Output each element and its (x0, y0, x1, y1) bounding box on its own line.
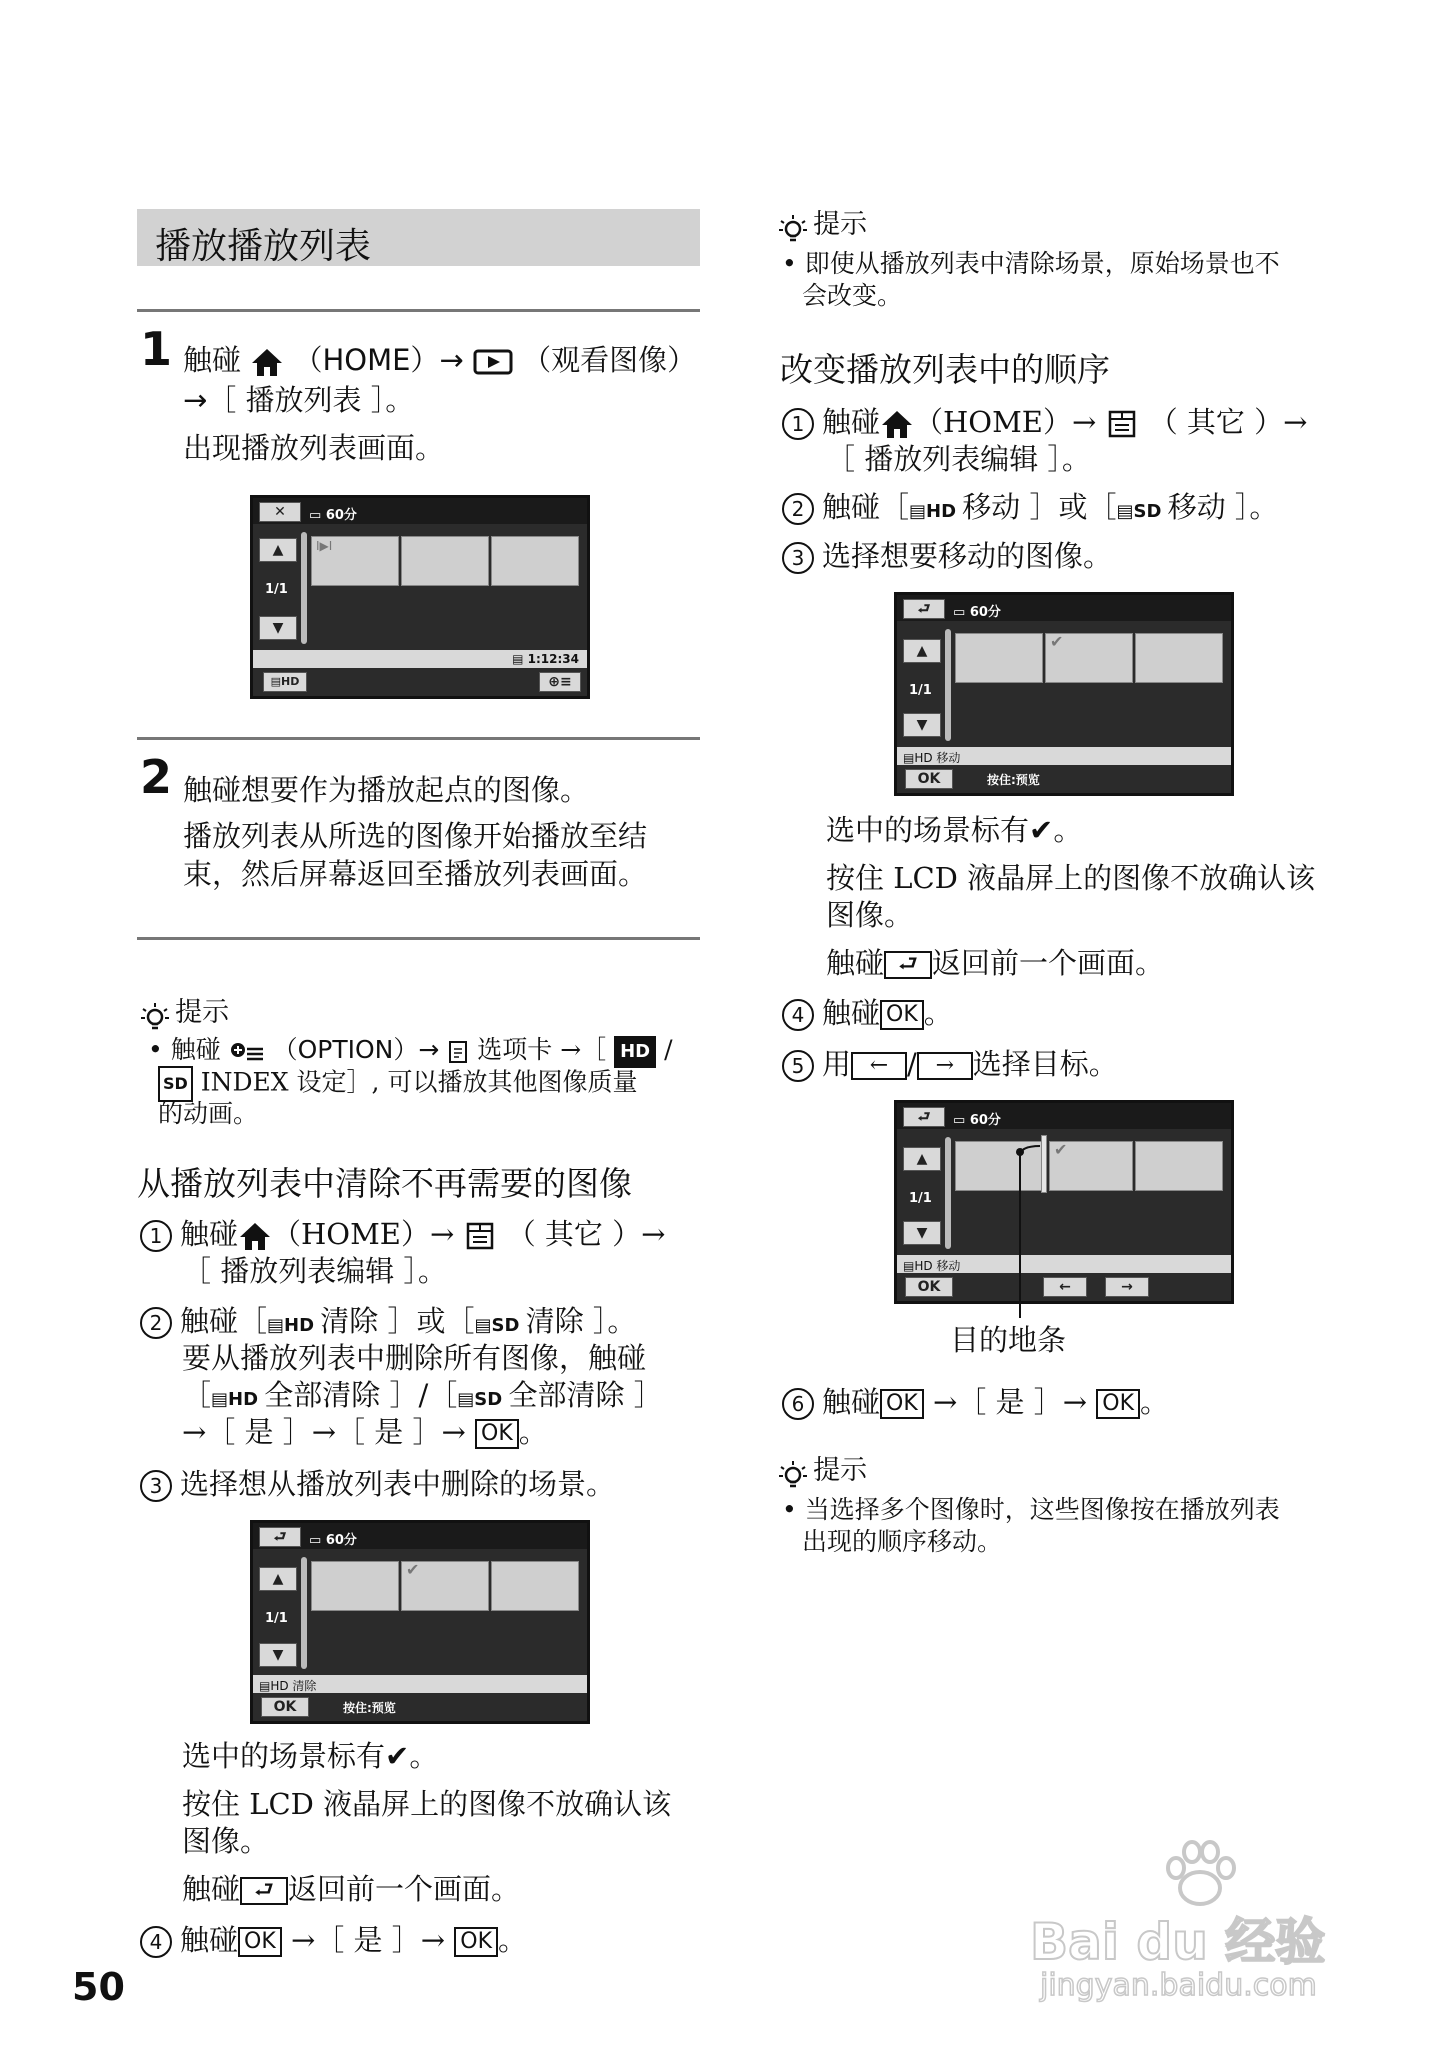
sd-playlist-icon: ▤SD (457, 1389, 509, 1410)
clear-after2: 按住 LCD 液晶屏上的图像不放确认该 (182, 1787, 672, 1821)
clear-section-title: 从播放列表中清除不再需要的图像 (137, 1164, 632, 1203)
clear-step2-line4: →［ 是 ］→［ 是 ］→ OK 。 (182, 1415, 548, 1449)
option-icon (229, 1041, 265, 1063)
thumbnail-3[interactable] (491, 1561, 579, 1611)
destination-bar[interactable] (1041, 1135, 1047, 1193)
step1-description: 出现播放列表画面。 (183, 431, 445, 465)
order-step1: 1 触碰 （HOME）→ （ 其它 ）→ (782, 404, 1307, 441)
lightbulb-icon (778, 1460, 808, 1490)
ok-button-ref: OK (880, 1000, 924, 1030)
scrollbar[interactable] (301, 532, 307, 644)
circled-number: 5 (782, 1050, 814, 1082)
thumbnail-3[interactable] (491, 536, 579, 586)
thumbnail-1[interactable] (311, 536, 399, 586)
scrollbar[interactable] (945, 1137, 951, 1249)
tip1-line2: SD INDEX 设定］, 可以播放其他图像质量 (158, 1066, 637, 1102)
sd-playlist-icon: ▤SD (1116, 501, 1168, 522)
callout-line (1000, 1140, 1040, 1320)
clear-after1: 选中的场景标有✔。 (182, 1739, 439, 1773)
order-step3: 3 选择想要移动的图像。 (782, 538, 1112, 575)
preview-hint: 按住:预览 (987, 773, 1040, 787)
check-icon: ✔ (1050, 632, 1064, 651)
order-step4: 4 触碰 OK 。 (782, 995, 953, 1032)
step2-desc-line2: 束，然后屏幕返回至播放列表画面。 (183, 857, 648, 891)
hd-playlist-icon: ▤HD (211, 1389, 265, 1410)
ok-button[interactable]: OK (905, 1277, 953, 1297)
order-section-title: 改变播放列表中的顺序 (780, 350, 1110, 389)
thumbnail-3[interactable] (1135, 1141, 1223, 1191)
home-icon (250, 347, 284, 377)
tip3-header: 提示 (778, 1448, 867, 1490)
clear-step2-line3: ［▤HD 全部清除 ］/［▤SD 全部清除 ］ (182, 1378, 663, 1412)
scrollbar[interactable] (945, 629, 951, 741)
scroll-down-button[interactable]: ▼ (259, 616, 297, 640)
circled-number: 1 (782, 408, 814, 440)
battery-indicator: ▭ 60分 (309, 1533, 357, 1548)
step-number-1: 1 (140, 322, 173, 376)
watermark-brand: Bai du 经验 (1030, 1913, 1326, 1971)
right-arrow-button-ref: → (917, 1052, 973, 1080)
check-icon: ✔ (1029, 813, 1054, 847)
battery-indicator: ▭ 60分 (953, 1113, 1001, 1128)
hd-playlist-icon: ▤HD (909, 501, 963, 522)
return-button[interactable]: ⮐ (903, 599, 945, 619)
section-title-bar (137, 209, 700, 266)
scroll-up-button[interactable]: ▲ (259, 538, 297, 562)
clear-after4: 触碰 ⮐ 返回前一个画面。 (182, 1872, 521, 1906)
divider (137, 937, 700, 940)
clear-step2-line2: 要从播放列表中删除所有图像，触碰 (182, 1341, 647, 1375)
thumbnail-2[interactable] (1045, 633, 1133, 683)
clear-step4: 4 触碰 OK →［ 是 ］→ OK 。 (140, 1922, 527, 1959)
other-menu-icon (1105, 409, 1139, 439)
circled-number: 4 (140, 1926, 172, 1958)
divider (137, 309, 700, 312)
step1-line2: →［ 播放列表 ］。 (183, 383, 415, 417)
ok-button-ref: OK (454, 1927, 498, 1957)
tip3-line1: • 当选择多个图像时，这些图像按在播放列表 (782, 1495, 1280, 1524)
ok-button-ref: OK (238, 1927, 282, 1957)
status-bar (253, 650, 587, 668)
section-title: 播放播放列表 (155, 226, 372, 267)
tip1-line1: • 触碰 （OPTION）→ 选项卡 →［ HD / (148, 1034, 673, 1068)
tip1-line3: 的动画。 (158, 1099, 259, 1128)
circled-number: 1 (140, 1220, 172, 1252)
order-after4: 触碰 ⮐ 返回前一个画面。 (826, 946, 1165, 980)
return-button[interactable]: ⮐ (259, 1527, 301, 1547)
view-images-icon (473, 347, 513, 377)
page-indicator: 1/1 (265, 1611, 288, 1626)
lightbulb-icon (778, 214, 808, 244)
screen-top-bar (897, 595, 1231, 621)
mode-label: ▤HD 移动 (903, 1259, 961, 1273)
close-button[interactable]: ✕ (259, 502, 301, 522)
scrollbar[interactable] (301, 1557, 307, 1669)
divider (137, 737, 700, 740)
order-step1-cont: ［ 播放列表编辑 ］。 (826, 442, 1091, 476)
step2-desc-line1: 播放列表从所选的图像开始播放至结 (183, 819, 648, 853)
thumbnail-3[interactable] (1135, 633, 1223, 683)
clear-step2: 2 触碰［▤HD 清除 ］或［▤SD 清除 ］。 (140, 1303, 636, 1344)
clear-step3: 3 选择想从播放列表中删除的场景。 (140, 1466, 615, 1503)
right-arrow-button[interactable]: → (1105, 1277, 1149, 1297)
page-number: 50 (72, 1965, 125, 2009)
mode-bar (897, 1255, 1231, 1273)
order-step6: 6 触碰 OK →［ 是 ］→ OK 。 (782, 1384, 1169, 1421)
tip3-line2: 出现的顺序移动。 (802, 1527, 1003, 1556)
left-arrow-button-ref: ← (851, 1052, 907, 1080)
lightbulb-icon (140, 1002, 170, 1032)
mode-label: ▤HD 移动 (903, 751, 961, 765)
circled-number: 3 (782, 542, 814, 574)
clear-screen (250, 1520, 590, 1724)
screen-top-bar (253, 498, 587, 524)
ok-button-ref: OK (880, 1389, 924, 1419)
hd-playlist-button[interactable]: ▤HD (263, 672, 307, 692)
destination-bar-label: 目的地条 (950, 1323, 1067, 1357)
circled-number: 6 (782, 1388, 814, 1420)
playlist-screen (250, 495, 590, 699)
page-indicator: 1/1 (909, 683, 932, 698)
step2-heading: 触碰想要作为播放起点的图像。 (183, 773, 590, 807)
home-icon (880, 409, 914, 439)
order-step5: 5 用 ← / → 选择目标。 (782, 1046, 1118, 1083)
sd-playlist-icon: ▤SD (474, 1315, 526, 1336)
tip2-line2: 会改变。 (802, 281, 903, 310)
watermark-url: jingyan.baidu.com (1040, 1968, 1317, 2003)
check-icon: ✔ (1054, 1140, 1068, 1159)
clear-step1: 1 触碰 （HOME）→ （ 其它 ）→ (140, 1216, 665, 1253)
page-indicator: 1/1 (265, 582, 288, 597)
thumbnail-2[interactable] (401, 1561, 489, 1611)
tip2-header: 提示 (778, 202, 867, 244)
thumbnail-1[interactable] (311, 1561, 399, 1611)
sd-quality-icon: SD (158, 1066, 193, 1102)
order-after3: 图像。 (826, 898, 914, 932)
circled-number: 3 (140, 1470, 172, 1502)
option-button[interactable]: ⊕≡ (539, 672, 581, 692)
move-destination-screen (894, 1100, 1234, 1304)
move-select-screen (894, 592, 1234, 796)
circled-number: 2 (782, 493, 814, 525)
return-icon: ⮐ (240, 1877, 288, 1905)
order-step2: 2 触碰［▤HD 移动 ］或［▤SD 移动 ］。 (782, 489, 1278, 530)
thumbnail-2[interactable] (1049, 1141, 1133, 1191)
play-start-mark: I▶I (316, 539, 333, 553)
mode-label: ▤HD 清除 (259, 1679, 317, 1693)
paw-icon (1160, 1840, 1240, 1910)
battery-indicator: ▭ 60分 (953, 605, 1001, 620)
left-arrow-button[interactable]: ← (1043, 1277, 1087, 1297)
hd-quality-icon: HD (614, 1036, 656, 1068)
ok-button-ref: OK (1096, 1389, 1140, 1419)
return-icon: ⮐ (884, 951, 932, 979)
clear-after3: 图像。 (182, 1824, 270, 1858)
baidu-watermark (1030, 1840, 1370, 2010)
scroll-down-button[interactable]: ▼ (259, 1643, 297, 1667)
thumbnail-2[interactable] (401, 536, 489, 586)
tip1-header: 提示 (140, 990, 229, 1032)
return-button[interactable]: ⮐ (903, 1107, 945, 1127)
screen-top-bar (897, 1103, 1231, 1129)
step-number-2: 2 (140, 750, 173, 804)
screen-top-bar (253, 1523, 587, 1549)
ok-button-ref: OK (475, 1419, 519, 1449)
page-indicator: 1/1 (909, 1191, 932, 1206)
order-after1: 选中的场景标有✔。 (826, 813, 1083, 847)
scroll-down-button[interactable]: ▼ (903, 1221, 941, 1245)
step1-line1: 触碰 （HOME）→ （观看图像） (183, 343, 697, 377)
mode-bar (897, 747, 1231, 765)
thumbnail-1[interactable] (955, 633, 1043, 683)
clear-step1-cont: ［ 播放列表编辑 ］。 (182, 1254, 447, 1288)
check-icon: ✔ (385, 1739, 410, 1773)
other-menu-icon (463, 1221, 497, 1251)
tab-icon (447, 1040, 469, 1064)
hd-playlist-icon: ▤HD (267, 1315, 321, 1336)
battery-indicator: ▭ 60分 (309, 508, 357, 523)
ok-button[interactable]: OK (261, 1697, 309, 1717)
tip2-line1: • 即使从播放列表中清除场景，原始场景也不 (782, 249, 1280, 278)
mode-bar (253, 1675, 587, 1693)
scroll-up-button[interactable]: ▲ (903, 639, 941, 663)
scroll-down-button[interactable]: ▼ (903, 713, 941, 737)
circled-number: 4 (782, 999, 814, 1031)
scroll-up-button[interactable]: ▲ (903, 1147, 941, 1171)
scroll-up-button[interactable]: ▲ (259, 1567, 297, 1591)
preview-hint: 按住:预览 (343, 1701, 396, 1715)
total-time: ▤ 1:12:34 (512, 652, 579, 666)
order-after2: 按住 LCD 液晶屏上的图像不放确认该 (826, 861, 1316, 895)
home-icon (238, 1221, 272, 1251)
ok-button[interactable]: OK (905, 769, 953, 789)
check-icon: ✔ (406, 1560, 420, 1579)
circled-number: 2 (140, 1307, 172, 1339)
